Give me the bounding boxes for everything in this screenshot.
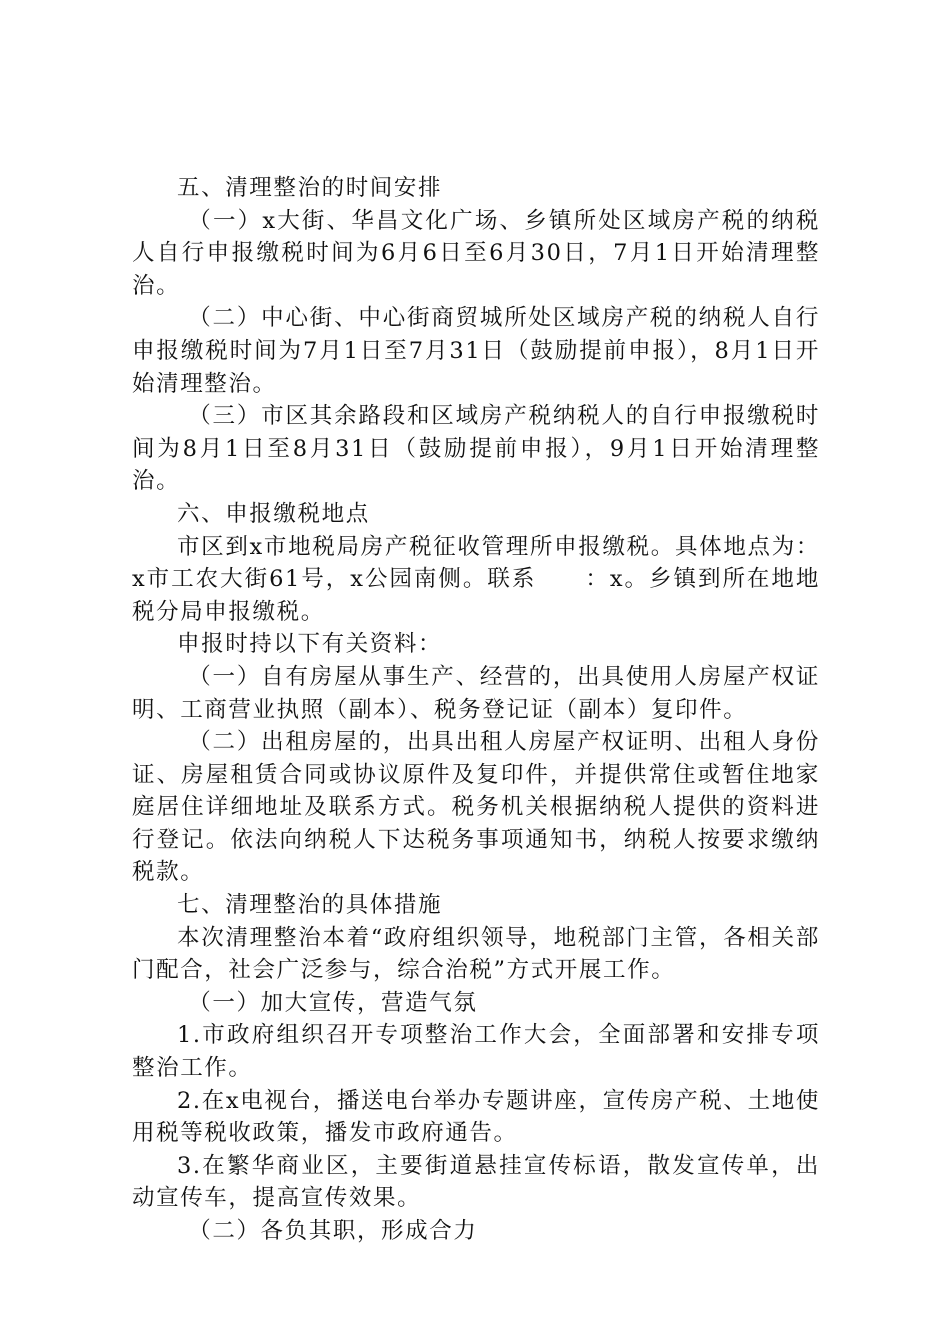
list-item: 1.市政府组织召开专项整治工作大会，全面部署和安排专项整治工作。 <box>132 1022 820 1082</box>
document-body <box>132 172 820 1248</box>
paragraph: （二）中心街、中心街商贸城所处区域房产税的纳税人自行申报缴税时间为7月1日至7月31日（鼓励提前申报），8月1日开始清理整治。 <box>132 305 820 397</box>
section-heading: 六、申报缴税地点 <box>177 500 370 527</box>
paragraph: （二）出租房屋的，出具出租人房屋产权证明、出租人身份证、房屋租赁合同或协议原件及复印件，并提供常住或暂住地家庭居住详细地址及联系方式。税务机关根据纳税人提供的资料进行登记。依法向纳税人下达税务事项通知书，纳税人按要求缴纳税款。 <box>132 729 820 886</box>
paragraph: （一）x大街、华昌文化广场、乡镇所处区域房产税的纳税人自行申报缴税时间为6月6日至6月30日，7月1日开始清理整治。 <box>132 207 820 299</box>
paragraph: （三）市区其余路段和区域房产税纳税人的自行申报缴税时间为8月1日至8月31日（鼓励提前申报），9月1日开始清理整治。 <box>132 403 820 495</box>
paragraph: 本次清理整治本着“政府组织领导，地税部门主管，各相关部门配合，社会广泛参与，综合治税”方式开展工作。 <box>132 924 820 984</box>
subsection-heading: （二）各负其职，形成合力 <box>188 1218 478 1244</box>
list-item: 2.在x电视台，播送电台举办专题讲座，宣传房产税、土地使用税等税收政策，播发市政府通告。 <box>132 1087 820 1147</box>
section-heading: 五、清理整治的时间安排 <box>177 175 443 201</box>
paragraph: 申报时持以下有关资料： <box>177 631 443 658</box>
subsection-heading: （一）加大宣传，营造气氛 <box>188 989 478 1016</box>
section-heading: 七、清理整治的具体措施 <box>177 892 443 919</box>
paragraph: 市区到x市地税局房产税征收管理所申报缴税。具体地点为：x市工农大街61号，x公园南侧。联系 ：x。乡镇到所在地地税分局申报缴税。 <box>132 533 820 625</box>
list-item: 3.在繁华商业区，主要街道悬挂宣传标语，散发宣传单，出动宣传车，提高宣传效果。 <box>132 1152 820 1212</box>
paragraph: （一）自有房屋从事生产、经营的，出具使用人房屋产权证明、工商营业执照（副本）、税务登记证（副本）复印件。 <box>132 663 820 723</box>
